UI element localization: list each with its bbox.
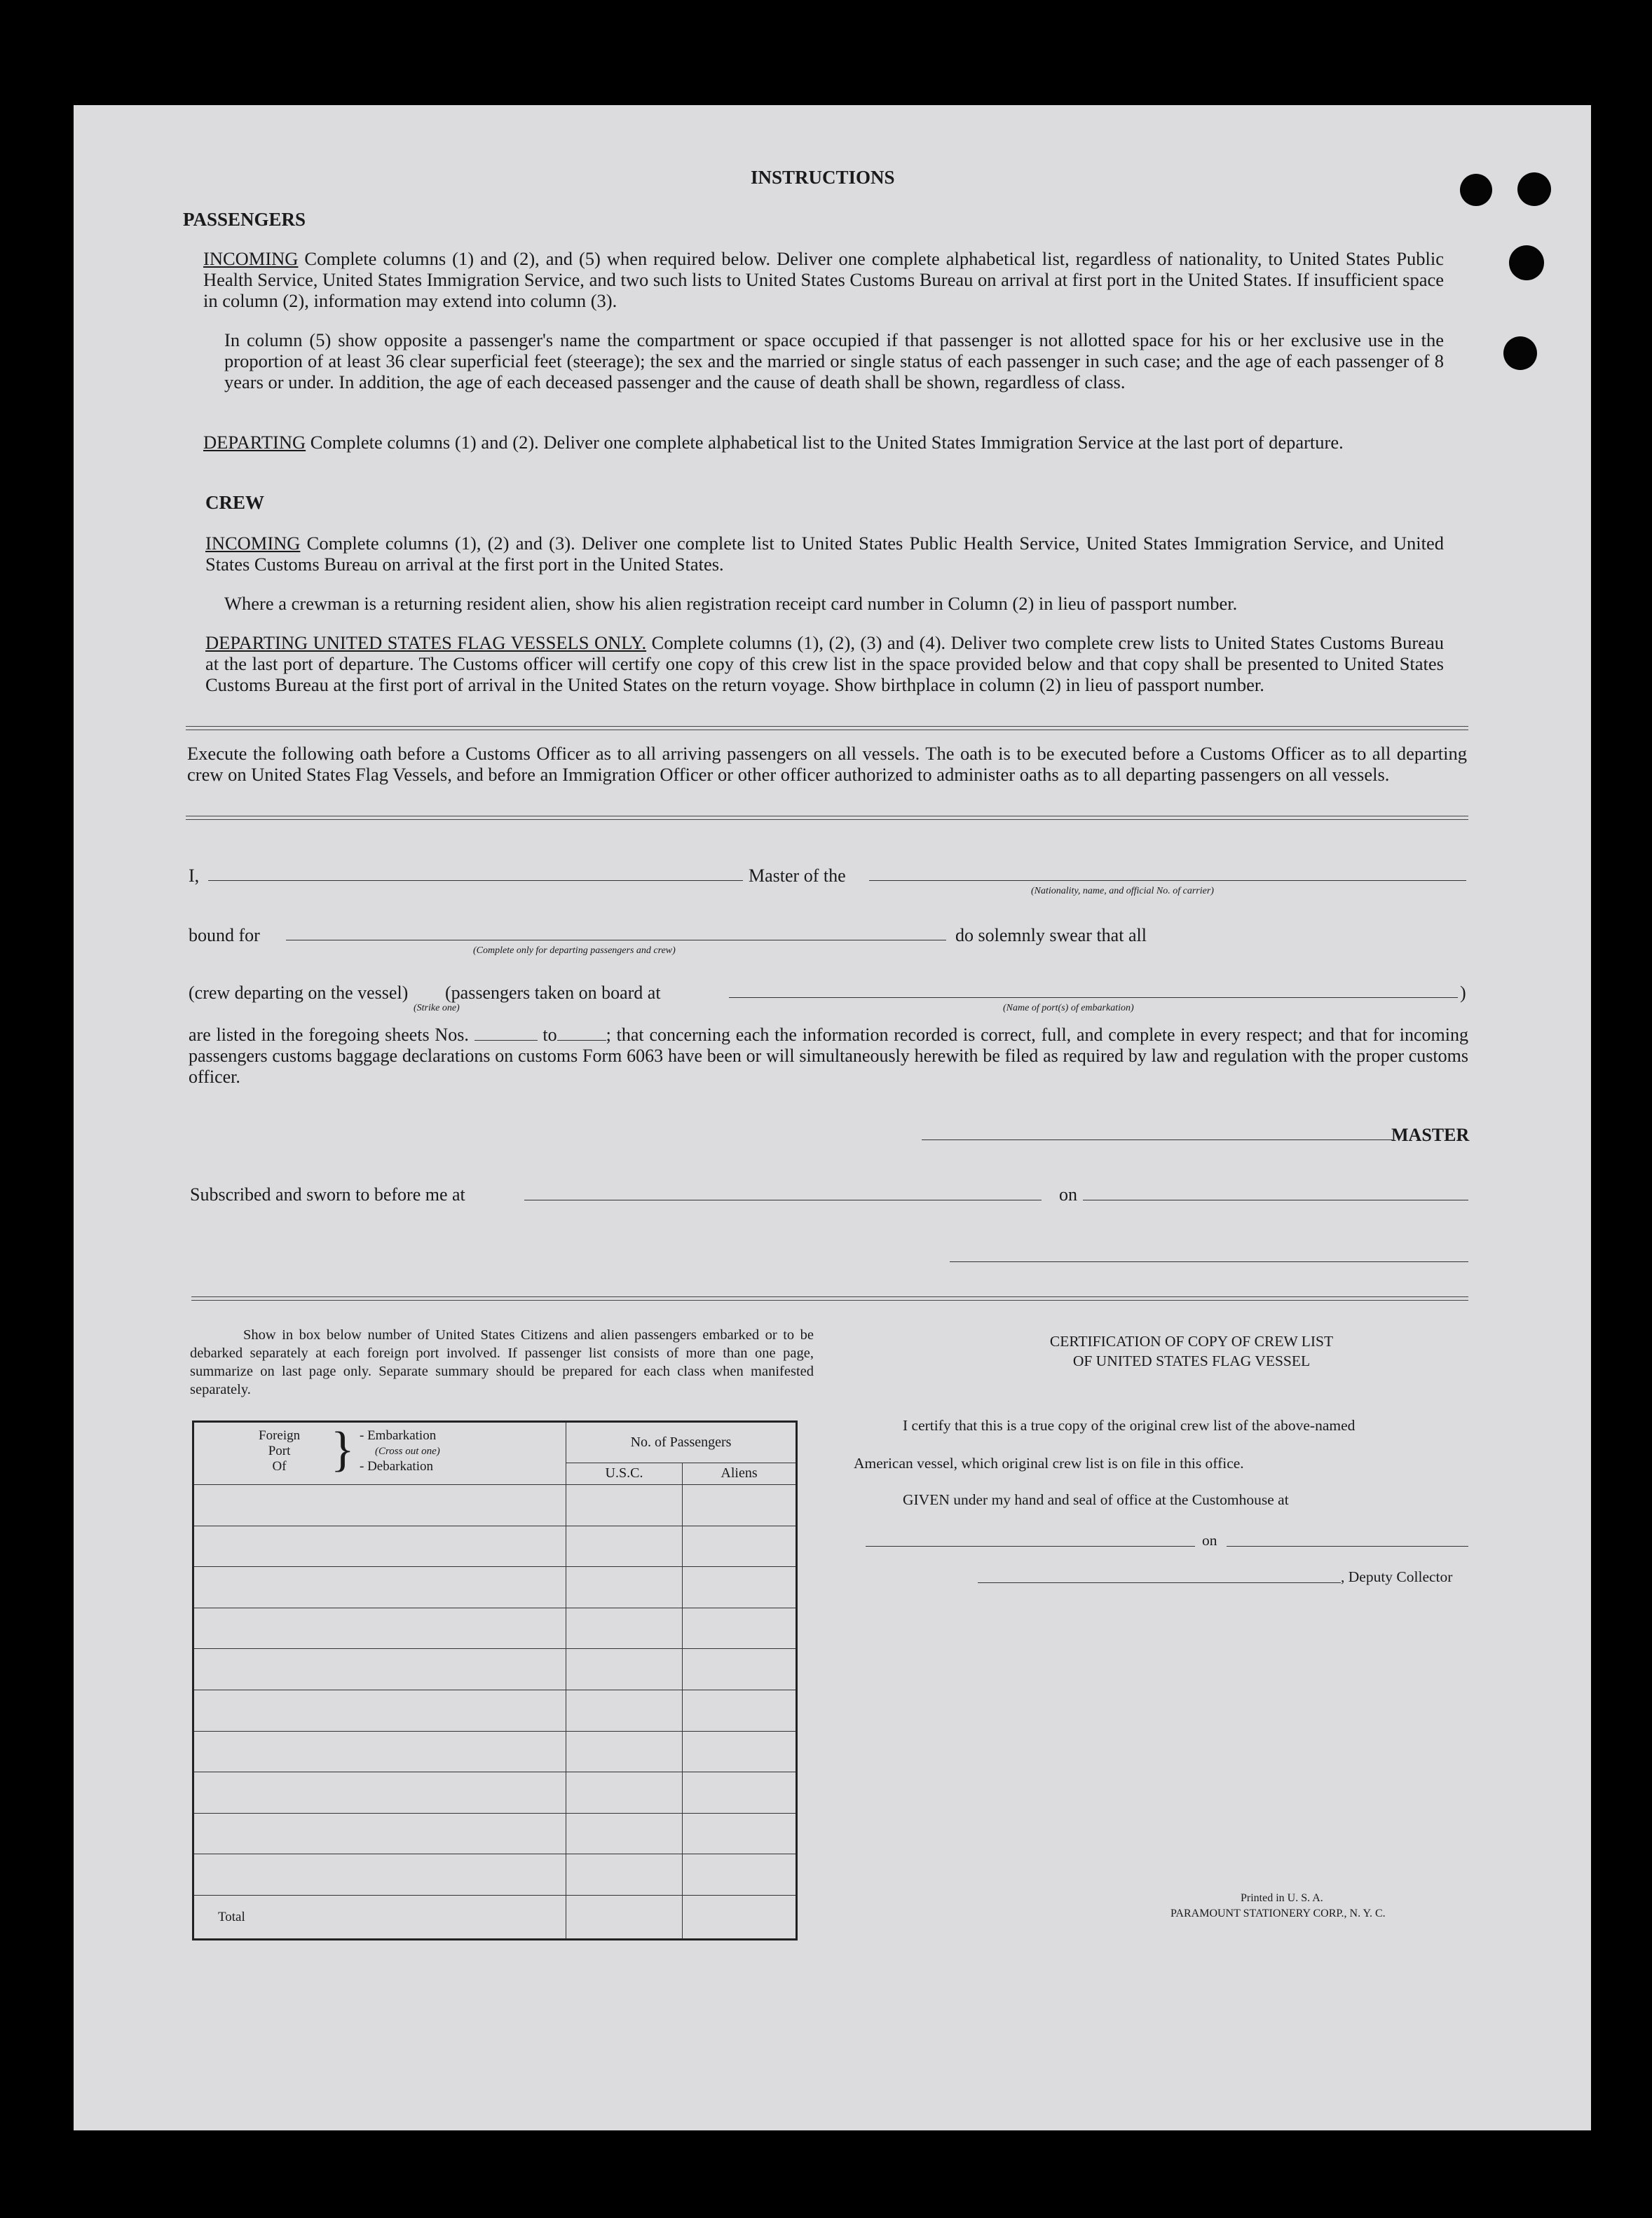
customhouse-field[interactable]	[866, 1546, 1195, 1547]
officer-signature-field[interactable]	[950, 1261, 1468, 1262]
departing-text: Complete columns (1) and (2). Deliver one complete alphabetical list to the United States Immigration Service at the last port of departure.	[310, 432, 1344, 453]
crew-incoming-text: Complete columns (1), (2) and (3). Deliver one complete list to United States Public Health Service, United States Immigration Service, and United States Customs Bureau on arrival at the first port in the United States.	[205, 533, 1444, 575]
punch-hole	[1509, 245, 1544, 280]
close-paren: )	[1460, 983, 1466, 1003]
table-row	[193, 1854, 797, 1896]
crew-departing-text: Complete columns (1), (2), (3) and (4). Deliver two complete crew lists to United States Customs Bureau at the last port of departure. The Customs officer will certify one copy of this crew list in the space provided below and that copy shall be presented to United States Customs Bureau at the first port of arrival in the United States on the return voyage. Show birthplace in column (2) in lieu of passport number.	[205, 632, 1444, 695]
deputy-collector-label: , Deputy Collector	[1341, 1568, 1453, 1585]
listed-paragraph	[189, 1025, 1468, 1088]
total-row	[193, 1896, 797, 1940]
aliens-cell[interactable]	[683, 1485, 797, 1526]
certification-heading	[985, 1332, 1398, 1371]
printer-line-2: PARAMOUNT STATIONERY CORP., N. Y. C.	[1170, 1908, 1386, 1919]
usc-cell[interactable]	[566, 1772, 683, 1814]
incoming-label: INCOMING	[203, 248, 299, 269]
page-title: INSTRUCTIONS	[751, 167, 895, 188]
sworn-on-label: on	[1059, 1184, 1077, 1205]
aliens-cell[interactable]	[683, 1649, 797, 1690]
cross-out-label: (Cross out one)	[375, 1446, 440, 1457]
port-cell[interactable]	[193, 1649, 566, 1690]
oath-i-label: I,	[189, 865, 200, 886]
aliens-cell[interactable]	[683, 1608, 797, 1649]
table-row	[193, 1731, 797, 1772]
foreign-label: Foreign	[259, 1428, 301, 1443]
table-row	[193, 1690, 797, 1732]
table-row	[193, 1567, 797, 1608]
port-cell[interactable]	[193, 1526, 566, 1567]
listed-to: to	[542, 1025, 557, 1045]
aliens-cell[interactable]	[683, 1854, 797, 1896]
usc-header: U.S.C.	[566, 1463, 683, 1484]
divider	[186, 726, 1468, 730]
printer-line-1: Printed in U. S. A.	[1241, 1892, 1323, 1904]
subscribed-label: Subscribed and sworn to before me at	[190, 1184, 465, 1205]
crew-departing-option: (crew departing on the vessel)	[189, 983, 409, 1003]
aliens-header: Aliens	[683, 1463, 797, 1484]
passengers-incoming	[203, 248, 1444, 311]
aliens-total-cell[interactable]	[683, 1896, 797, 1940]
bound-for-label: bound for	[189, 925, 260, 945]
certification-text-2: American vessel, which original crew list is on file in this office.	[854, 1455, 1244, 1472]
passengers-heading: PASSENGERS	[183, 209, 306, 230]
strike-one-caption: (Strike one)	[414, 1003, 460, 1013]
port-cell[interactable]	[193, 1772, 566, 1814]
certification-given: GIVEN under my hand and seal of office at the Customhouse at	[903, 1491, 1289, 1508]
table-row	[193, 1772, 797, 1814]
incoming-text: Complete columns (1) and (2), and (5) when required below. Deliver one complete alphabetical list, regardless of nationality, to United States Public Health Service, United States Immigration Service, and two such lists to United States Customs Bureau on arrival at first port in the United States. If insufficient space in column (2), information may extend into column (3).	[203, 248, 1445, 311]
aliens-cell[interactable]	[683, 1772, 797, 1814]
listed-text-2: ; that concerning each the information recorded is correct, full, and complete in every respect; and that for incoming passengers customs baggage declarations on customs Form 6063 have been or will simultaneously herewith be filed as required by law and regulation with the proper customs officer.	[189, 1025, 1468, 1087]
deputy-collector-field[interactable]	[978, 1582, 1341, 1583]
crew-departing	[205, 632, 1444, 695]
master-label: MASTER	[1391, 1125, 1470, 1145]
usc-cell[interactable]	[566, 1690, 683, 1732]
usc-cell[interactable]	[566, 1813, 683, 1854]
master-signature-field[interactable]	[922, 1139, 1393, 1140]
usc-cell[interactable]	[566, 1485, 683, 1526]
usc-total-cell[interactable]	[566, 1896, 683, 1940]
certification-text-1: I certify that this is a true copy of the original crew list of the above-named	[903, 1417, 1356, 1434]
sheet-from-field[interactable]	[475, 1026, 538, 1041]
master-name-field[interactable]	[208, 880, 804, 881]
certification-on: on	[1202, 1532, 1217, 1549]
of-label: Of	[272, 1459, 287, 1474]
punch-hole	[1460, 174, 1492, 206]
master-of-label: Master of the	[743, 865, 852, 886]
table-row	[193, 1485, 797, 1526]
crew-heading: CREW	[205, 492, 265, 513]
passengers-taken-option: (passengers taken on board at	[445, 983, 661, 1003]
no-passengers-header: No. of Passengers	[566, 1422, 797, 1463]
port-cell[interactable]	[193, 1690, 566, 1732]
port-cell[interactable]	[193, 1485, 566, 1526]
aliens-cell[interactable]	[683, 1690, 797, 1732]
passengers-column5: In column (5) show opposite a passenger's name the compartment or space occupied if that passenger is not allotted space for his or her exclusive use in the proportion of at least 36 clear superficial feet (steerage); the sex and the married or single status of each passenger in such case; and the age of each passenger of 8 years or under. In addition, the age of each deceased passenger and the cause of death shall be shown, regardless of class.	[224, 329, 1444, 392]
usc-cell[interactable]	[566, 1608, 683, 1649]
passenger-summary-table	[192, 1421, 798, 1940]
crew-incoming-label: INCOMING	[205, 533, 301, 554]
port-cell[interactable]	[193, 1567, 566, 1608]
aliens-cell[interactable]	[683, 1813, 797, 1854]
port-label: Port	[268, 1444, 291, 1458]
ports-field[interactable]	[729, 997, 1458, 998]
total-label: Total	[193, 1896, 566, 1940]
aliens-cell[interactable]	[683, 1567, 797, 1608]
ports-caption: (Name of port(s) of embarkation)	[1003, 1003, 1134, 1013]
embarkation-label: - Embarkation	[360, 1428, 437, 1443]
port-cell[interactable]	[193, 1854, 566, 1896]
port-cell[interactable]	[193, 1813, 566, 1854]
brace-icon: }	[331, 1423, 355, 1477]
usc-cell[interactable]	[566, 1526, 683, 1567]
crew-departing-label: DEPARTING UNITED STATES FLAG VESSELS ONLY.	[205, 632, 647, 653]
oath-intro: Execute the following oath before a Customs Officer as to all arriving passengers on all vessels. The oath is to be executed before a Customs Officer as to all departing crew on United States Flag Vessels, and before an Immigration Officer or other officer authorized to administer oaths as to all departing passengers on all vessels.	[187, 743, 1467, 785]
usc-cell[interactable]	[566, 1731, 683, 1772]
listed-text-1: are listed in the foregoing sheets Nos.	[189, 1025, 469, 1045]
certification-heading-2: OF UNITED STATES FLAG VESSEL	[1072, 1353, 1311, 1369]
passengers-departing	[203, 432, 1444, 453]
table-row	[193, 1526, 797, 1567]
debarkation-label: - Debarkation	[360, 1459, 433, 1474]
divider	[186, 816, 1468, 820]
aliens-cell[interactable]	[683, 1731, 797, 1772]
bound-for-caption: (Complete only for departing passengers and crew)	[473, 945, 676, 956]
port-cell[interactable]	[193, 1608, 566, 1649]
certification-date-field[interactable]	[1227, 1546, 1468, 1547]
form-sheet	[74, 105, 1591, 2130]
usc-cell[interactable]	[566, 1567, 683, 1608]
usc-cell[interactable]	[566, 1649, 683, 1690]
table-row	[193, 1813, 797, 1854]
carrier-caption: (Nationality, name, and official No. of carrier)	[1031, 886, 1214, 896]
crew-resident: Where a crewman is a returning resident alien, show his alien registration receipt card number in Column (2) in lieu of passport number.	[224, 593, 1238, 614]
certification-heading-1: CERTIFICATION OF COPY OF CREW LIST	[1049, 1333, 1334, 1350]
sheet-to-field[interactable]	[557, 1026, 606, 1041]
summary-instructions: Show in box below number of United States Citizens and alien passengers embarked or to be debarked separately at each foreign port involved. If passenger list consists of more than one page, summarize on last page only. Separate summary should be prepared for each class when manifested separately.	[190, 1327, 814, 1397]
aliens-cell[interactable]	[683, 1526, 797, 1567]
punch-hole	[1503, 336, 1537, 370]
swear-text: do solemnly swear that all	[955, 925, 1147, 945]
port-header	[193, 1422, 566, 1485]
punch-hole	[1517, 172, 1551, 206]
port-cell[interactable]	[193, 1731, 566, 1772]
table-row	[193, 1608, 797, 1649]
usc-cell[interactable]	[566, 1854, 683, 1896]
crew-incoming	[205, 533, 1444, 575]
divider	[191, 1296, 1468, 1301]
table-row	[193, 1649, 797, 1690]
carrier-field[interactable]	[869, 880, 1466, 881]
departing-label: DEPARTING	[203, 432, 306, 453]
